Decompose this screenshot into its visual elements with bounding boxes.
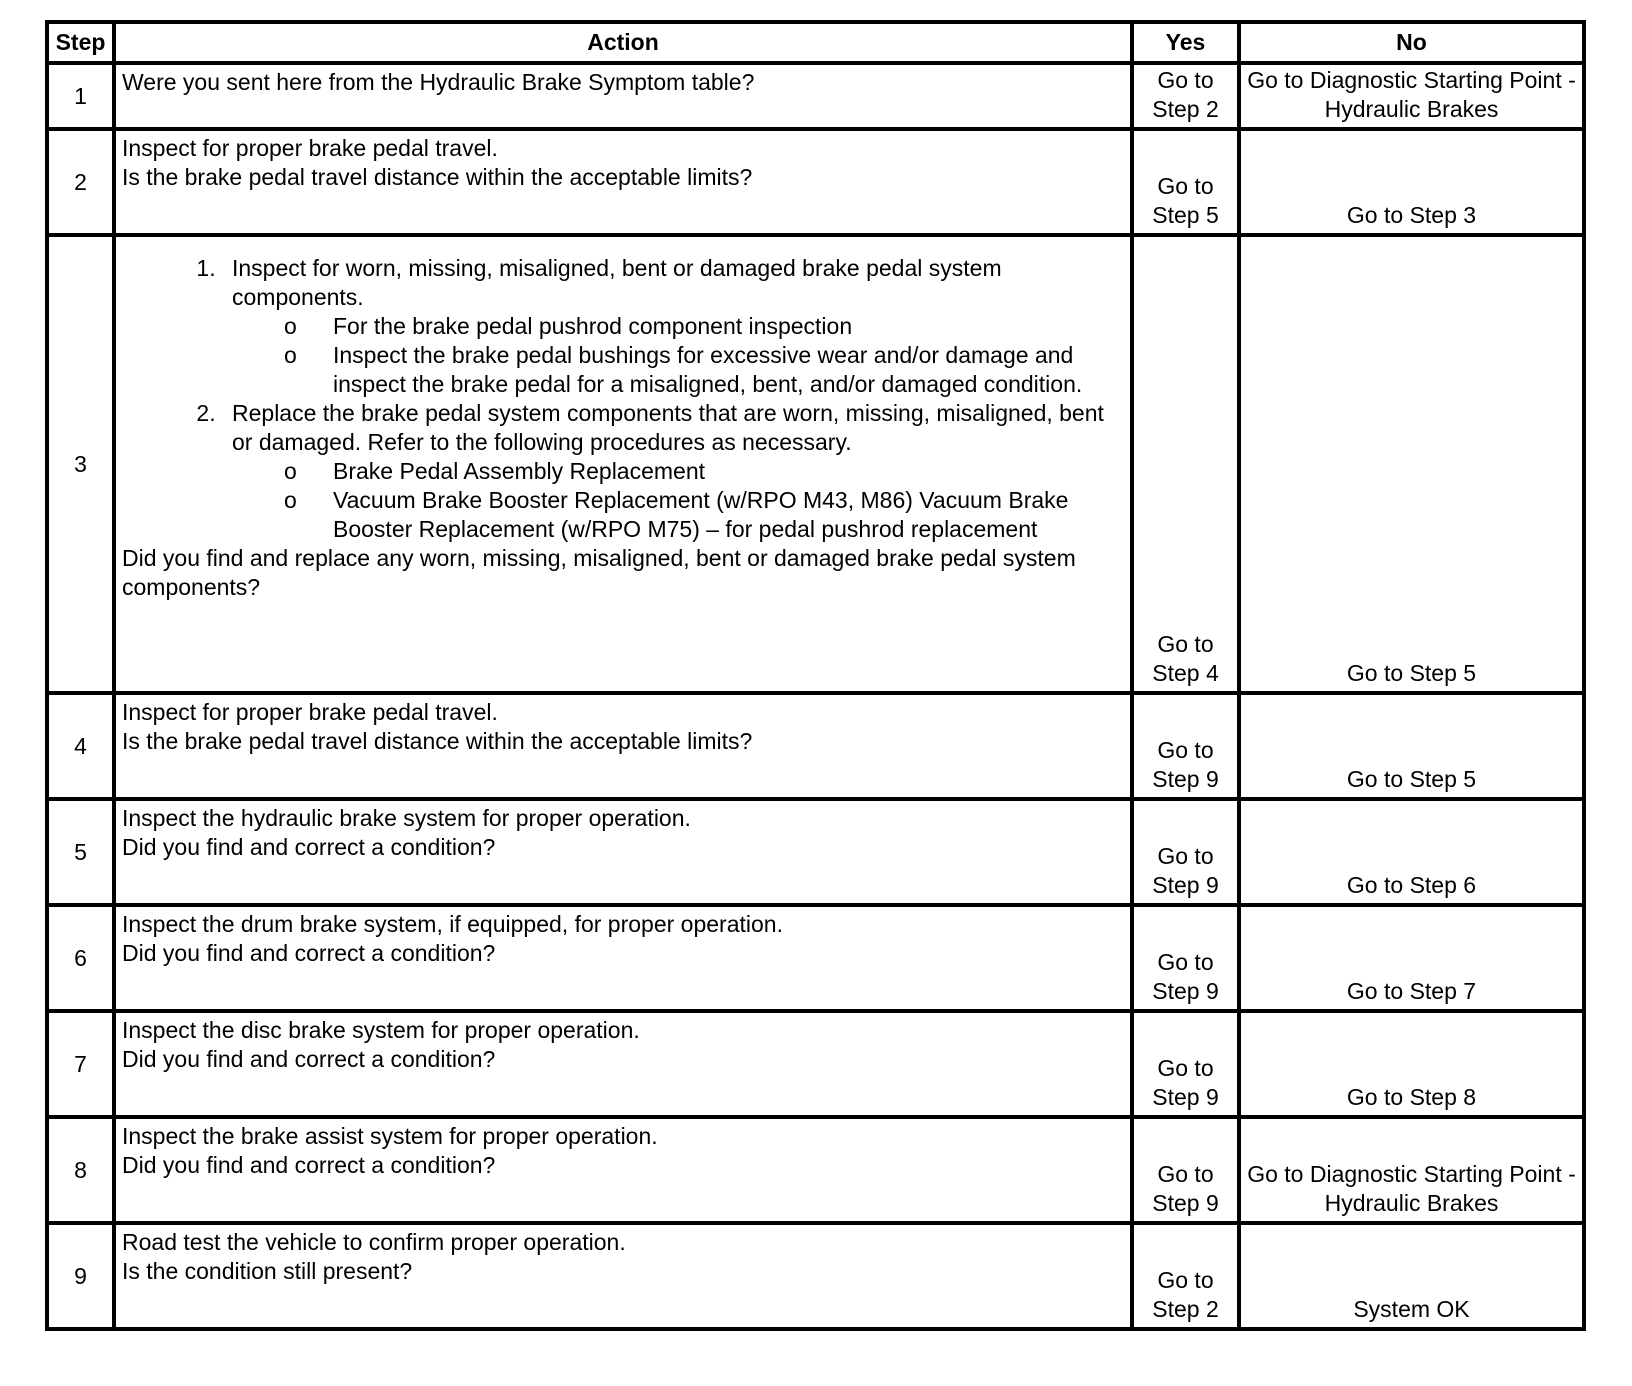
action-question: Did you find and correct a condition?: [122, 834, 496, 860]
table-row: [47, 63, 1584, 129]
bullet-item: o For the brake pedal pushrod component inspection: [232, 312, 1124, 341]
action-question: Did you find and correct a condition?: [122, 1046, 496, 1072]
step-number: 7: [47, 1011, 114, 1117]
no-cell: Go to Step 7: [1239, 905, 1584, 1011]
no-cell: Go to Diagnostic Starting Point - Hydraulic Brakes: [1239, 1117, 1584, 1223]
action-question: Is the condition still present?: [122, 1258, 413, 1284]
substep-item: [222, 254, 1124, 399]
step-number: 6: [47, 905, 114, 1011]
action-question: Did you find and correct a condition?: [122, 940, 496, 966]
no-cell: Go to Step 6: [1239, 799, 1584, 905]
step-number: 1: [47, 63, 114, 129]
action-text: Inspect for proper brake pedal travel.: [122, 135, 498, 161]
action-text: Inspect for proper brake pedal travel.: [122, 699, 498, 725]
yes-cell: Go to Step 9: [1132, 693, 1239, 799]
action-question: Did you find and replace any worn, missing, misaligned, bent or damaged brake pedal system components?: [122, 545, 1076, 600]
table-row: [47, 1223, 1584, 1329]
step-number: 5: [47, 799, 114, 905]
no-cell: Go to Diagnostic Starting Point - Hydraulic Brakes: [1239, 63, 1584, 129]
step-number: 4: [47, 693, 114, 799]
action-question: Is the brake pedal travel distance within the acceptable limits?: [122, 728, 753, 754]
yes-cell: Go to Step 4: [1132, 235, 1239, 693]
yes-cell: Go to Step 9: [1132, 905, 1239, 1011]
table-row: [47, 235, 1584, 693]
action-cell: [114, 1011, 1132, 1117]
action-cell: [114, 129, 1132, 235]
table-row: [47, 799, 1584, 905]
table-row: [47, 693, 1584, 799]
bullet-list: [232, 312, 1124, 399]
table-row: [47, 1117, 1584, 1223]
table-row: [47, 1011, 1584, 1117]
no-cell: Go to Step 5: [1239, 235, 1584, 693]
yes-cell: Go to Step 9: [1132, 1117, 1239, 1223]
bullet-item: o Vacuum Brake Booster Replacement (w/RPO M43, M86) Vacuum Brake Booster Replacement (w/RPO M75) – for pedal pushrod replacement: [232, 486, 1124, 544]
action-text: Inspect the drum brake system, if equipped, for proper operation.: [122, 911, 783, 937]
action-cell: [114, 905, 1132, 1011]
action-text: Inspect the disc brake system for proper operation.: [122, 1017, 640, 1043]
no-cell: Go to Step 5: [1239, 693, 1584, 799]
action-text: Were you sent here from the Hydraulic Brake Symptom table?: [122, 69, 755, 95]
bullet-item: o Brake Pedal Assembly Replacement: [232, 457, 1124, 486]
step-number: 8: [47, 1117, 114, 1223]
no-cell: Go to Step 3: [1239, 129, 1584, 235]
action-cell: [114, 63, 1132, 129]
action-question: Is the brake pedal travel distance within the acceptable limits?: [122, 164, 753, 190]
action-text: Road test the vehicle to confirm proper operation.: [122, 1229, 626, 1255]
diagnostic-table: [45, 20, 1586, 1331]
header-yes: Yes: [1132, 22, 1239, 63]
step-number: 9: [47, 1223, 114, 1329]
substep-list: [122, 254, 1124, 544]
table-row: [47, 129, 1584, 235]
action-text: Inspect the hydraulic brake system for proper operation.: [122, 805, 691, 831]
no-cell: Go to Step 8: [1239, 1011, 1584, 1117]
action-question: Did you find and correct a condition?: [122, 1152, 496, 1178]
table-row: [47, 905, 1584, 1011]
action-cell: [114, 1223, 1132, 1329]
no-cell: System OK: [1239, 1223, 1584, 1329]
action-cell: [114, 693, 1132, 799]
substep-text: Inspect for worn, missing, misaligned, bent or damaged brake pedal system components.: [232, 255, 1002, 310]
action-cell: [114, 1117, 1132, 1223]
step-number: 3: [47, 235, 114, 693]
header-step: Step: [47, 22, 114, 63]
yes-cell: Go to Step 5: [1132, 129, 1239, 235]
yes-cell: Go to Step 9: [1132, 799, 1239, 905]
action-text: Inspect the brake assist system for proper operation.: [122, 1123, 658, 1149]
action-cell: [114, 799, 1132, 905]
bullet-list: [232, 457, 1124, 544]
step-number: 2: [47, 129, 114, 235]
substep-text: Replace the brake pedal system components that are worn, missing, misaligned, bent or damaged. Refer to the following procedures as necessary.: [232, 400, 1104, 455]
action-cell: [114, 235, 1132, 693]
header-action: Action: [114, 22, 1132, 63]
yes-cell: Go to Step 2: [1132, 1223, 1239, 1329]
bullet-item: o Inspect the brake pedal bushings for excessive wear and/or damage and inspect the brake pedal for a misaligned, bent, and/or damaged condition.: [232, 341, 1124, 399]
header-row: [47, 22, 1584, 63]
yes-cell: Go to Step 9: [1132, 1011, 1239, 1117]
header-no: No: [1239, 22, 1584, 63]
yes-cell: Go to Step 2: [1132, 63, 1239, 129]
substep-item: [222, 399, 1124, 544]
